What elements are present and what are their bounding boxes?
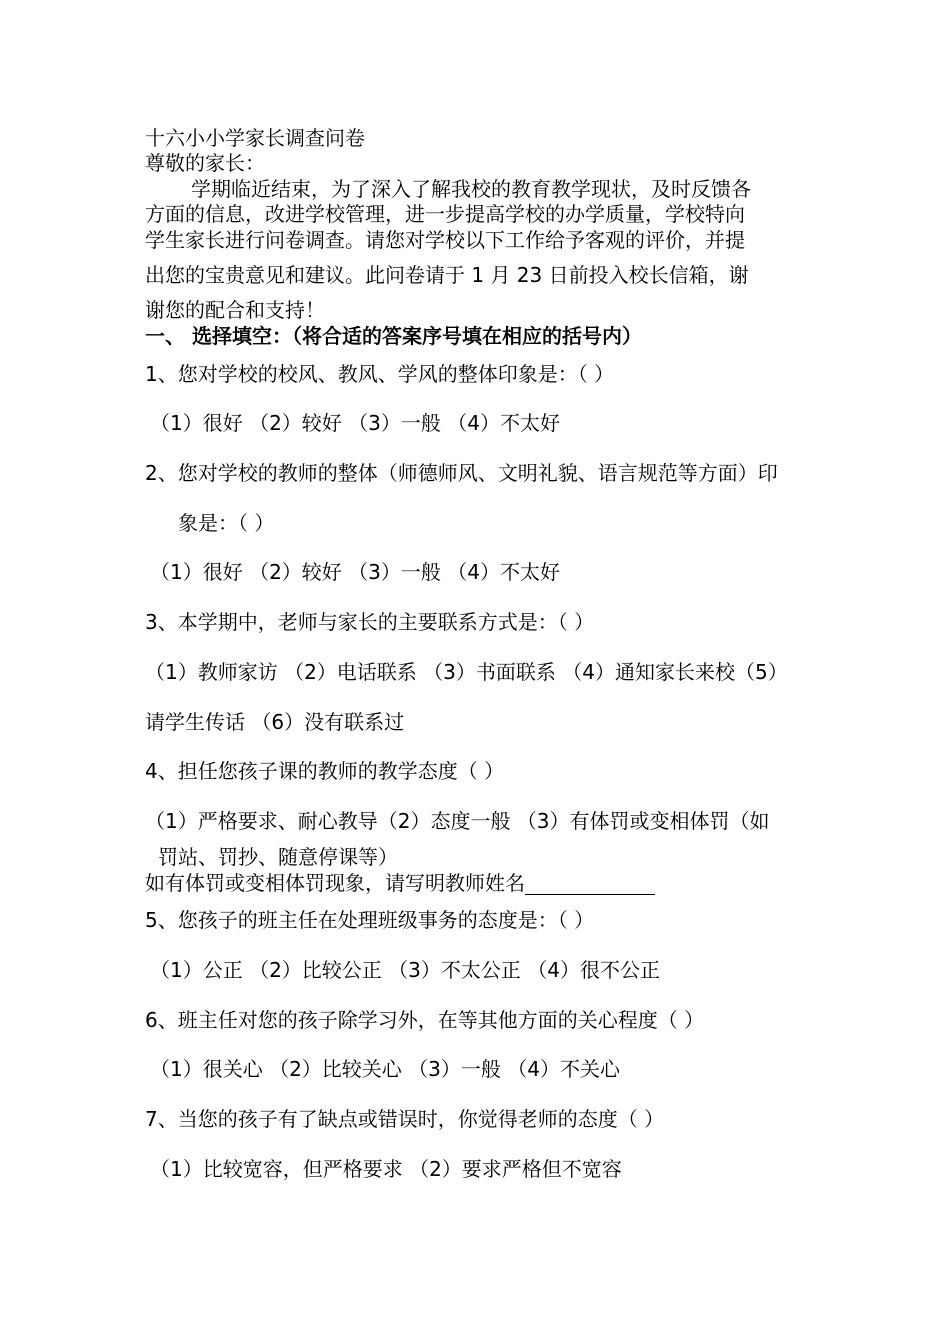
- question-4-options: （1）严格要求、耐心教导（2）态度一般 （3）有体罚或变相体罚（如: [145, 809, 770, 833]
- teacher-name-blank[interactable]: [525, 874, 655, 895]
- question-5: 5、您孩子的班主任在处理班级事务的态度是：（ ）: [145, 908, 595, 932]
- intro-line-4: 出您的宝贵意见和建议。此问卷请于 1 月 23 日前投入校长信箱，谢: [145, 263, 749, 287]
- question-4: 4、担任您孩子课的教师的教学态度（ ）: [145, 759, 505, 783]
- intro-line-3: 学生家长进行问卷调查。请您对学校以下工作给予客观的评价，并提: [145, 228, 745, 252]
- intro-line-2: 方面的信息，改进学校管理，进一步提高学校的办学质量，学校特向: [145, 202, 745, 226]
- question-4-options-cont: 罚站、罚抄、随意停课等）: [158, 845, 398, 869]
- doc-title: 十六小小学家长调查问卷: [145, 126, 365, 150]
- question-2: 2、您对学校的教师的整体（师德师风、文明礼貌、语言规范等方面）印: [145, 461, 778, 485]
- question-7: 7、当您的孩子有了缺点或错误时，你觉得老师的态度（ ）: [145, 1107, 665, 1131]
- question-6: 6、班主任对您的孩子除学习外，在等其他方面的关心程度（ ）: [145, 1008, 705, 1032]
- question-7-options: （1）比较宽容，但严格要求 （2）要求严格但不宽容: [150, 1157, 622, 1181]
- question-1: 1、您对学校的校风、教风、学风的整体印象是：（ ）: [145, 362, 615, 386]
- section-heading: 一、 选择填空：（将合适的答案序号填在相应的括号内）: [145, 324, 642, 348]
- intro-line-5: 谢您的配合和支持！: [145, 298, 325, 322]
- question-6-options: （1）很关心 （2）比较关心 （3）一般 （4）不关心: [150, 1057, 620, 1081]
- question-2-cont: 象是：（ ）: [178, 511, 275, 535]
- question-3-options-cont: 请学生传话 （6）没有联系过: [145, 710, 405, 734]
- teacher-name-prompt: 如有体罚或变相体罚现象，请写明教师姓名: [145, 871, 525, 895]
- question-3: 3、本学期中，老师与家长的主要联系方式是：（ ）: [145, 610, 595, 634]
- greeting: 尊敬的家长：: [145, 151, 265, 175]
- intro-line-1: 学期临近结束，为了深入了解我校的教育教学现状，及时反馈各: [191, 177, 751, 201]
- question-4-note: [145, 871, 825, 895]
- question-1-options: （1）很好 （2）较好 （3）一般 （4）不太好: [150, 411, 560, 435]
- question-2-options: （1）很好 （2）较好 （3）一般 （4）不太好: [150, 560, 560, 584]
- question-3-options: （1）教师家访 （2）电话联系 （3）书面联系 （4）通知家长来校（5）: [145, 660, 788, 684]
- question-5-options: （1）公正 （2）比较公正 （3）不太公正 （4）很不公正: [150, 958, 660, 982]
